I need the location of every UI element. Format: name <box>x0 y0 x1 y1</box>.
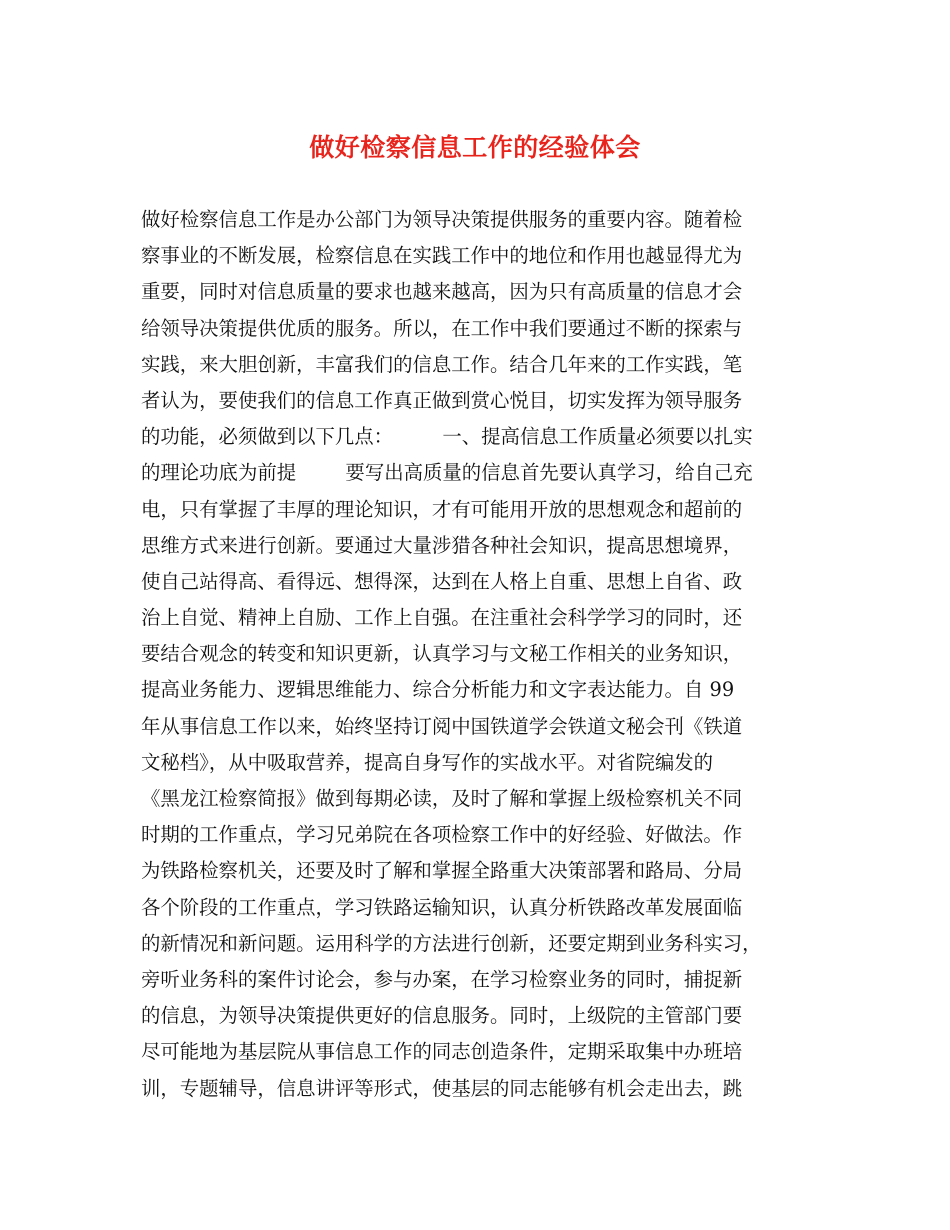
body-line: 者认为，要使我们的信息工作真正做到赏心悦目，切实发挥为领导服务 <box>141 388 743 412</box>
body-line: 文秘档》，从中吸取营养，提高自身写作的实战水平。对省院编发的 <box>141 750 714 774</box>
body-line: 各个阶段的工作重点，学习铁路运输知识，认真分析铁路改革发展面临 <box>141 895 743 919</box>
body-line: 年从事信息工作以来，始终坚持订阅中国铁道学会铁道文秘会刊《铁道 <box>141 714 743 738</box>
body-line: 旁听业务科的案件讨论会，参与办案，在学习检察业务的同时，捕捉新 <box>141 967 743 991</box>
document-body <box>141 202 821 1107</box>
body-line: 要结合观念的转变和知识更新，认真学习与文秘工作相关的业务知识， <box>141 642 743 666</box>
body-line: 治上自觉、精神上自励、工作上自强。在注重社会科学学习的同时，还 <box>141 606 743 630</box>
body-line: 重要，同时对信息质量的要求也越来越高，因为只有高质量的信息才会 <box>141 280 743 304</box>
body-line: 电，只有掌握了丰厚的理论知识，才有可能用开放的思想观念和超前的 <box>141 497 743 521</box>
body-line: 的理论功底为前提 要写出高质量的信息首先要认真学习，给自己充 <box>141 461 753 485</box>
body-line: 时期的工作重点，学习兄弟院在各项检察工作中的好经验、好做法。作 <box>141 823 743 847</box>
body-line: 实践，来大胆创新，丰富我们的信息工作。结合几年来的工作实践，笔 <box>141 352 743 376</box>
body-line: 《黑龙江检察简报》做到每期必读，及时了解和掌握上级检察机关不同 <box>141 787 743 810</box>
body-line: 思维方式来进行创新。要通过大量涉猎各种社会知识，提高思想境界， <box>141 533 743 557</box>
body-line: 做好检察信息工作是办公部门为领导决策提供服务的重要内容。随着检 <box>141 208 743 231</box>
body-line: 察事业的不断发展，检察信息在实践工作中的地位和作用也越显得尤为 <box>141 244 743 268</box>
body-line: 的新情况和新问题。运用科学的方法进行创新，还要定期到业务科实习， <box>141 931 762 955</box>
body-line: 给领导决策提供优质的服务。所以，在工作中我们要通过不断的探索与 <box>141 316 743 340</box>
body-line: 的信息，为领导决策提供更好的信息服务。同时，上级院的主管部门要 <box>141 1004 743 1028</box>
body-line: 提高业务能力、逻辑思维能力、综合分析能力和文字表达能力。自 99 <box>141 678 735 702</box>
body-line: 尽可能地为基层院从事信息工作的同志创造条件，定期采取集中办班培 <box>141 1040 743 1064</box>
body-line: 使自己站得高、看得远、想得深，达到在人格上自重、思想上自省、政 <box>141 569 743 593</box>
document-title: 做好检察信息工作的经验体会 <box>309 133 641 162</box>
body-line: 训，专题辅导，信息讲评等形式，使基层的同志能够有机会走出去，跳 <box>141 1076 743 1100</box>
body-line: 的功能，必须做到以下几点： 一、提高信息工作质量必须要以扎实 <box>141 425 753 449</box>
body-line: 为铁路检察机关，还要及时了解和掌握全路重大决策部署和路局、分局 <box>141 859 743 883</box>
